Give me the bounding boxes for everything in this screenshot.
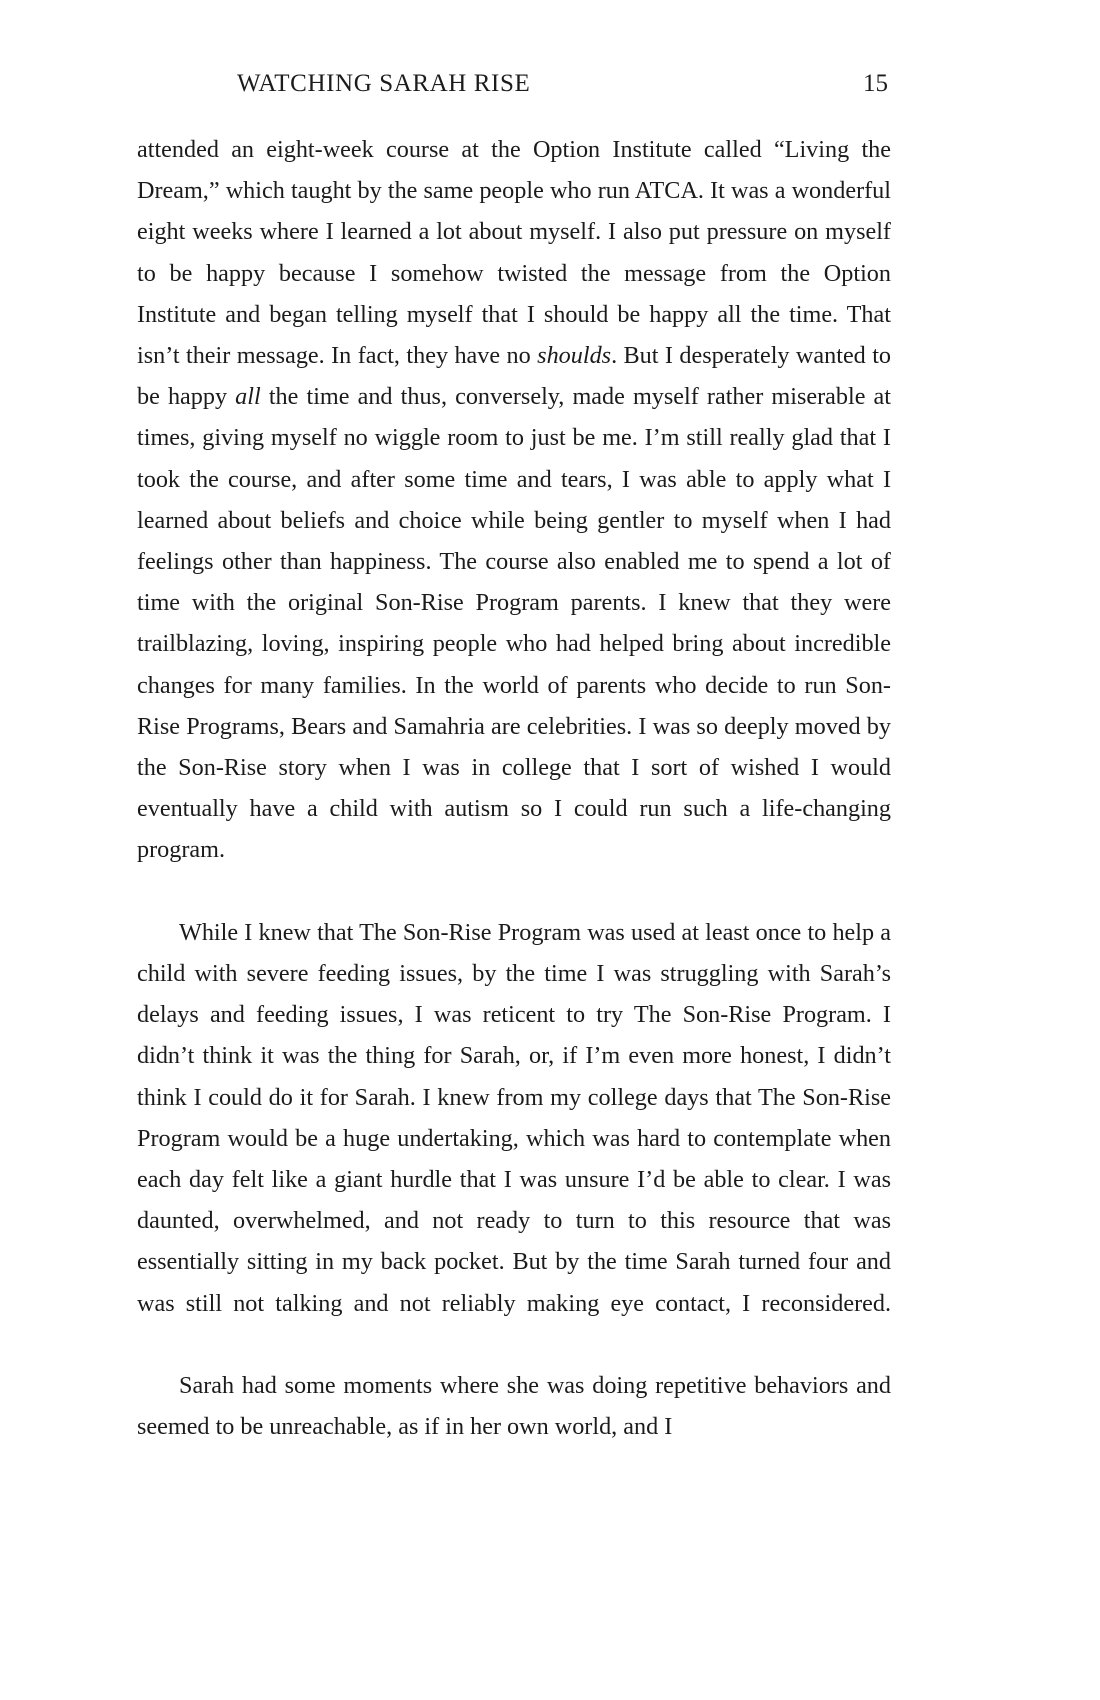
emphasis-text: shoulds bbox=[537, 342, 612, 370]
running-head-title: WATCHING SARAH RISE bbox=[237, 70, 531, 97]
emphasis-text: all bbox=[235, 383, 261, 411]
paragraph-3: Sarah had some moments where she was doing repetitive behaviors and seemed to be unreachable, as if in her own world, and I bbox=[137, 1372, 891, 1441]
paragraph-2: While I knew that The Son-Rise Program was used at least once to help a child with severe feeding issues, by the time I was struggling with Sarah’s delays and feeding issues, I was reticent to try The Son-Rise Program. I didn’t think it was the thing for Sarah, or, if I’m even more honest, I didn’t think I could do it for Sarah. I knew from my college days that The Son-Rise Program would be a huge undertaking, which was hard to contemplate when each day felt like a giant hurdle that I was unsure I’d be able to clear. I was daunted, overwhelmed, and not ready to turn to this resource that was essentially sitting in my back pocket. But by the time Sarah turned four and was still not talking and not reliably making eye contact, I reconsidered. bbox=[137, 918, 891, 1317]
paragraph-1: attended an eight-week course at the Option Institute called “Living the Dream,” which taught by the same people who run ATCA. It was a wonderful eight weeks where I learned a lot about myself. I also put pressure on myself to be happy because I somehow twisted the message from the Option Institute and began telling myself that I should be happy all the time. That isn’t their message. In fact, they have no shoulds. But I desperately wanted to be happy all the time and thus, conversely, made myself rather miserable at times, giving myself no wiggle room to just be me. I’m still really glad that I took the course, and after some time and tears, I was able to apply what I learned about beliefs and choice while being gentler to myself when I had feelings other than happiness. The course also enabled me to spend a lot of time with the original Son-Rise Program parents. I knew that they were trailblazing, loving, inspiring people who had helped bring about incredible changes for many families. In the world of parents who decide to run Son-Rise Programs, Bears and Samahria are celebrities. I was so deeply moved by the Son-Rise story when I was in college that I sort of wished I would eventually have a child with autism so I could run such a life-changing program. bbox=[137, 136, 892, 864]
body-text-block bbox=[137, 129, 891, 1448]
running-head bbox=[137, 70, 890, 106]
page-number: 15 bbox=[863, 70, 888, 97]
